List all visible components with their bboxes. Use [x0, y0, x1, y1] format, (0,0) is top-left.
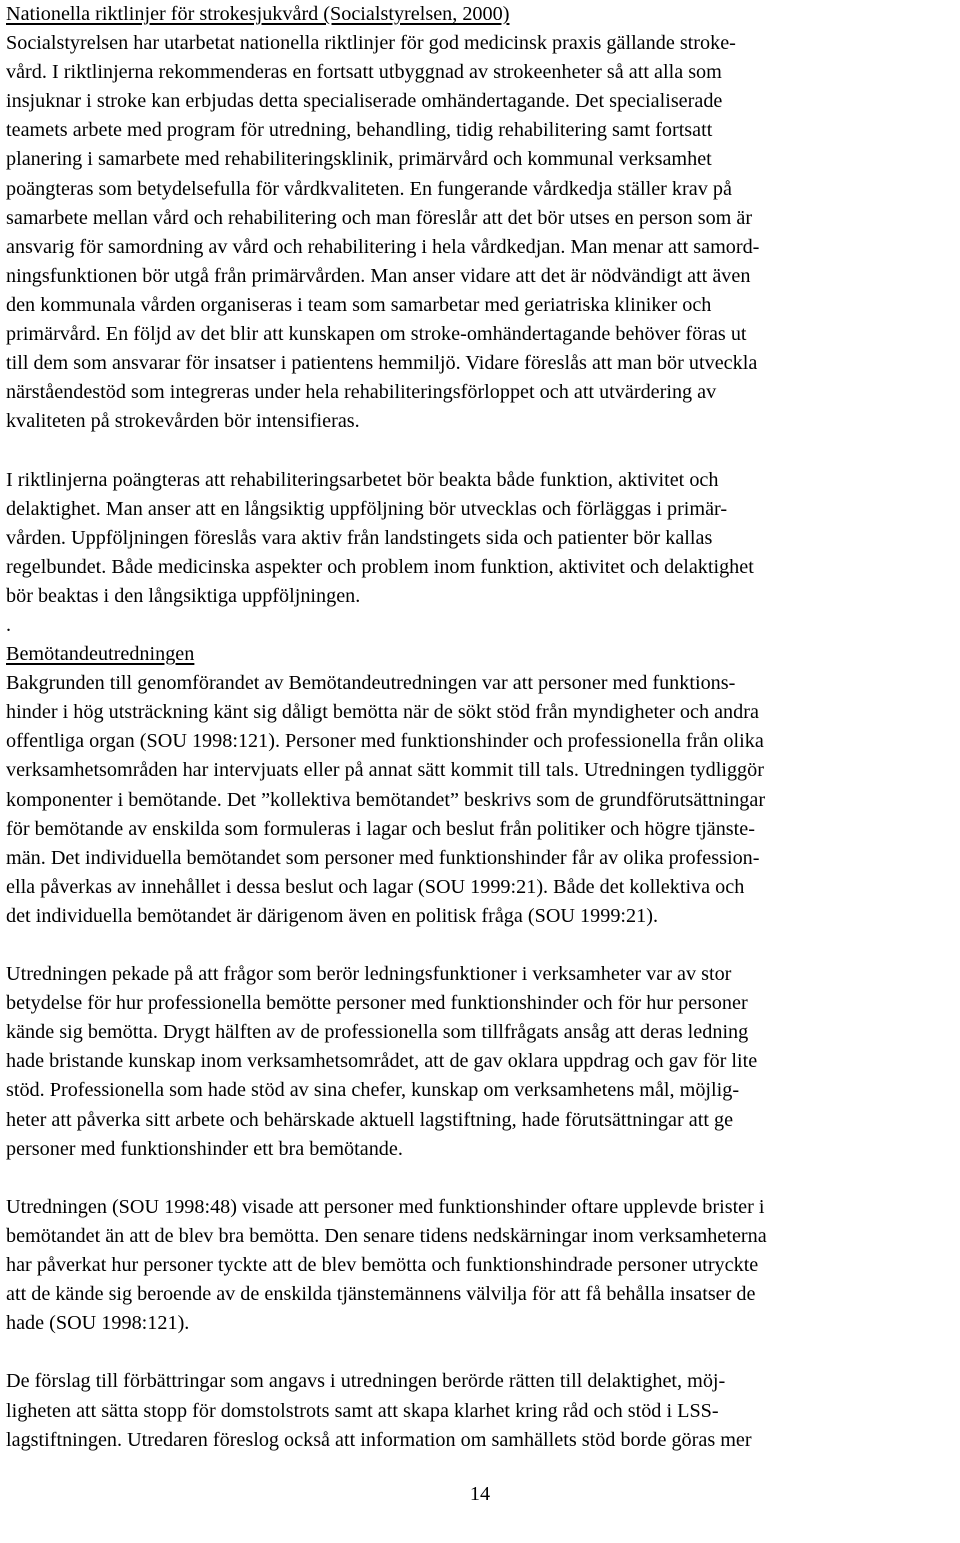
text-line: kände sig bemötta. Drygt hälften av de professionella som tillfrågats ansåg att deras ledning: [6, 1021, 749, 1044]
text-line: ningsfunktionen bör utgå från primärvården. Man anser vidare att det är nödvändigt att även: [6, 264, 751, 287]
text-line: stöd. Professionella som hade stöd av sina chefer, kunskap om verksamhetens mål, möjlig-: [6, 1079, 740, 1102]
paragraph-gap: [6, 931, 954, 960]
text-line: ligheten att sätta stopp för domstolstrots samt att skapa klarhet kring råd och stöd i LSS-: [6, 1399, 719, 1422]
page-number: 14: [469, 1483, 491, 1505]
text-line: hinder i hög utsträckning känt sig dåligt bemötta när de sökt stöd från myndigheter och andra: [6, 701, 759, 724]
text-line: det individuella bemötandet är därigenom även en politisk fråga (SOU 1999:21).: [6, 904, 658, 927]
text-line: samarbete mellan vård och rehabilitering och man föreslår att det bör utses en person som är: [6, 206, 753, 229]
text-line: insjuknar i stroke kan erbjudas detta specialiserade omhändertagande. Det specialiserade: [6, 90, 723, 113]
text-line: primärvård. En följd av det blir att kunskapen om stroke-omhändertagande behöver föras ut: [6, 323, 747, 346]
text-line: den kommunala vården organiseras i team som samarbetar med geriatriska kliniker och: [6, 293, 712, 316]
text-line: personer med funktionshinder ett bra bemötande.: [6, 1137, 403, 1160]
text-line: De förslag till förbättringar som angavs i utredningen berörde rätten till delaktighet, möj-: [6, 1370, 726, 1393]
paragraph-gap: [6, 1338, 954, 1367]
text-line: Socialstyrelsen har utarbetat nationella riktlinjer för god medicinsk praxis gällande stroke-: [6, 32, 736, 55]
paragraph-bemotande-4: [6, 1367, 954, 1454]
text-line: kvaliteten på strokevården bör intensifieras.: [6, 410, 360, 433]
text-line: bemötandet än att de blev bra bemötta. Den senare tidens nedskärningar inom verksamheterna: [6, 1224, 767, 1247]
text-line: komponenter i bemötande. Det ”kollektiva bemötandet” beskrivs som de grundförutsättningar: [6, 788, 766, 811]
text-line: hade (SOU 1998:121).: [6, 1312, 190, 1335]
text-line: .: [6, 613, 12, 636]
text-line: heter att påverka sitt arbete och behärskade aktuell lagstiftning, hade förutsättningar att ge: [6, 1108, 734, 1131]
text-line: ansvarig för samordning av vård och rehabilitering i hela vårdkedjan. Man menar att samord-: [6, 235, 760, 258]
paragraph-gap: [6, 1164, 954, 1193]
text-line: Utredningen pekade på att frågor som berör ledningsfunktioner i verksamheter var av stor: [6, 963, 732, 986]
text-line: teamets arbete med program för utredning, behandling, tidig rehabilitering samt fortsatt: [6, 119, 713, 142]
document-page: [6, 0, 954, 1455]
text-line: Bakgrunden till genomförandet av Bemötandeutredningen var att personer med funktions-: [6, 672, 736, 695]
text-line: hade bristande kunskap inom verksamhetsområdet, att de gav oklara uppdrag och gav för lite: [6, 1050, 758, 1073]
text-line: Utredningen (SOU 1998:48) visade att personer med funktionshinder oftare upplevde brister i: [6, 1195, 765, 1218]
paragraph-bemotande-2: [6, 960, 954, 1164]
text-line: planering i samarbete med rehabiliteringsklinik, primärvård och kommunal verksamhet: [6, 148, 712, 171]
text-line: har påverkat hur personer tyckte att de blev bemötta och funktionshindrade personer utryckte: [6, 1254, 759, 1277]
section-heading-riktlinjer: Nationella riktlinjer för strokesjukvård (Socialstyrelsen, 2000): [6, 3, 510, 25]
text-line: närståendestöd som integreras under hela rehabiliteringsförloppet och att utvärdering av: [6, 381, 717, 404]
paragraph-riktlinjer-1: [6, 29, 954, 436]
paragraph-bemotande-1: [6, 669, 954, 931]
text-line: bör beaktas i den långsiktiga uppföljningen.: [6, 584, 361, 607]
text-line: delaktighet. Man anser att en långsiktig uppföljning bör utvecklas och förläggas i primär-: [6, 497, 728, 520]
text-line: offentliga organ (SOU 1998:121). Personer med funktionshinder och professionella från olika: [6, 730, 764, 753]
text-line: I riktlinjerna poängteras att rehabiliteringsarbetet bör beakta både funktion, aktivitet och: [6, 468, 719, 491]
paragraph-gap: [6, 436, 954, 465]
paragraph-riktlinjer-2: [6, 466, 954, 641]
text-line: verksamhetsområden har intervjuats eller på annat sätt kommit till tals. Utredningen tydliggör: [6, 759, 764, 782]
paragraph-bemotande-3: [6, 1193, 954, 1338]
text-line: regelbundet. Både medicinska aspekter och problem inom funktion, aktivitet och delaktighet: [6, 555, 754, 578]
text-line: ella påverkas av innehållet i dessa beslut och lagar (SOU 1999:21). Både det kollektiva och: [6, 875, 745, 898]
text-line: för bemötande av enskilda som formuleras i lagar och beslut från politiker och högre tjänste-: [6, 817, 755, 840]
text-line: lagstiftningen. Utredaren föreslog också att information om samhällets stöd borde göras mer: [6, 1428, 752, 1451]
text-line: män. Det individuella bemötandet som personer med funktionshinder får av olika profession-: [6, 846, 760, 869]
text-line: till dem som ansvarar för insatser i patientens hemmiljö. Vidare föreslås att man bör utveckla: [6, 352, 758, 375]
text-line: vården. Uppföljningen föreslås vara aktiv från landstingets sida och patienter bör kallas: [6, 526, 713, 549]
text-line: poängteras som betydelsefulla för vårdkvaliteten. En fungerande vårdkedja ställer krav på: [6, 177, 732, 200]
section-heading-bemotandeutredningen: Bemötandeutredningen: [6, 643, 195, 666]
text-line: betydelse för hur professionella bemötte personer med funktionshinder och för hur personer: [6, 992, 748, 1015]
text-line: vård. I riktlinjerna rekommenderas en fortsatt utbyggnad av strokeenheter så att alla som: [6, 61, 722, 84]
text-line: att de kände sig beroende av de enskilda tjänstemännens välvilja för att få behålla insatser de: [6, 1283, 756, 1306]
